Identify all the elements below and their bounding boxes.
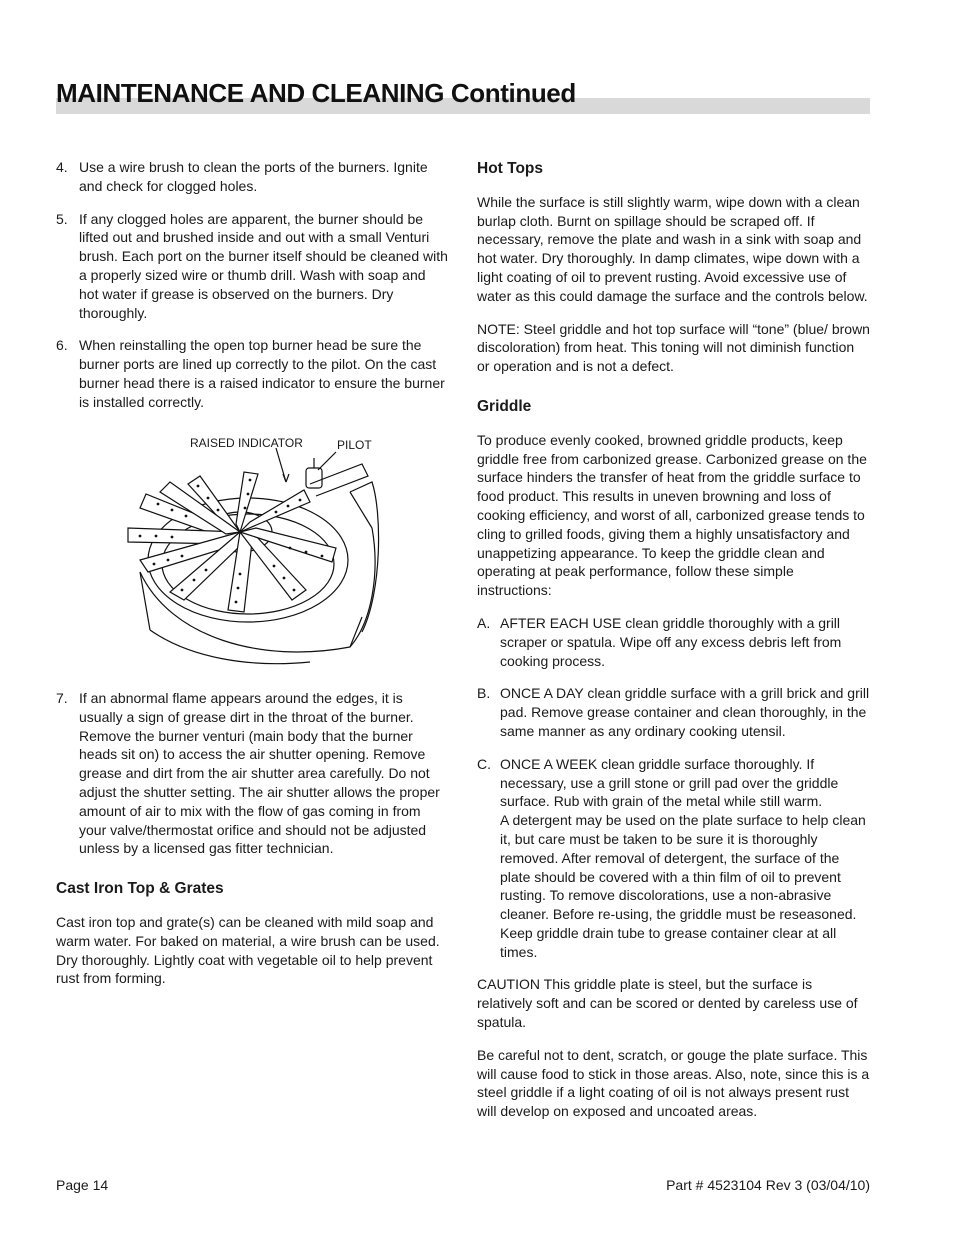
left-column [56, 158, 448, 412]
page-title: MAINTENANCE AND CLEANING Continued [56, 78, 576, 108]
paragraph-griddle-intro: To produce evenly cooked, browned griddle products, keep griddle free from carbonized grease. Carbonized grease on the surface hinders the transfer of heat from the griddle surface to food product. This results in uneven browning and loss of cooking efficiency, and worst of all, carbonized grease tends to cling to grilled foods, giving them a highly unsatisfactory and unappetizing appearance. To keep the griddle clean and operating at peak performance, follow these simple instructions: [477, 431, 867, 599]
item-text: ONCE A DAY clean griddle surface with a grill brick and grill pad. Remove grease container and clean thoroughly, in the same manner as any ordinary cooking utensil. [500, 685, 870, 739]
label-raised-indicator: RAISED INDICATOR [190, 436, 303, 450]
list-item-5 [56, 210, 448, 323]
right-column [477, 160, 870, 1121]
paragraph-hot-tops: While the surface is still slightly warm, wipe down with a clean burlap cloth. Burnt on spillage should be scraped off. If necessary, remove the plate and wash in a sink with soap and hot water. Dry thoroughly. In damp climates, wipe down with a light coating of oil to prevent rusting. Avoid excessive use of water as this could damage the surface and the controls below. [477, 193, 868, 304]
list-item-7 [56, 689, 448, 858]
paragraph-caution: CAUTION This griddle plate is steel, but the surface is relatively soft and can be scored or dented by careless use of spatula. [477, 976, 858, 1031]
item-text-continued: A detergent may be used on the plate surface to help clean it, but care must be taken to be sure it is thoroughly removed. After removal of detergent, the surface of the plate should be covered with a thin film of oil to prevent rusting. To remove discolorations, use a non-abrasive cleaner. Before re-using, the griddle must be reseasoned. Keep griddle drain tube to grease container clear at all times. [500, 812, 866, 960]
item-text: Use a wire brush to clean the ports of the burners. Ignite and check for clogged holes. [79, 159, 428, 194]
paragraph-final: Be careful not to dent, scratch, or gouge the plate surface. This will cause food to stick in those areas. Also, note, since this is a steel griddle if a light coating of oil is not always present rust will develop on exposed and uncoated areas. [477, 1046, 870, 1120]
list-item-a [477, 614, 870, 670]
heading-hot-tops: Hot Tops [477, 160, 544, 177]
list-item-4 [56, 158, 448, 196]
burner-illustration [110, 432, 390, 670]
paragraph-note: NOTE: Steel griddle and hot top surface will “tone” (blue/ brown discoloration) from heat. This toning will not diminish function or operation and is not a defect. [477, 320, 870, 375]
item-text: ONCE A WEEK clean griddle surface thoroughly. If necessary, use a grill stone or grill pad over the griddle surface. Rub with grain of the metal while still warm. [500, 755, 839, 810]
burner-figure [110, 432, 390, 670]
item-number: 5. [56, 210, 68, 227]
part-number: Part # 4523104 Rev 3 (03/04/10) [666, 1177, 870, 1193]
item-letter: B. [477, 685, 491, 702]
left-column-lower [56, 689, 448, 988]
item-number: 4. [56, 159, 68, 175]
list-item-6 [56, 336, 448, 411]
paragraph-cast-iron: Cast iron top and grate(s) can be cleaned with mild soap and warm water. For baked on material, a wire brush can be used. Dry thoroughly. Lightly coat with vegetable oil to help prevent rust from forming. [56, 913, 440, 987]
item-letter: C. [477, 755, 491, 772]
heading-cast-iron: Cast Iron Top & Grates [56, 880, 224, 898]
page-number: Page 14 [56, 1177, 109, 1193]
item-number: 7. [56, 690, 68, 706]
item-text: If an abnormal flame appears around the edges, it is usually a sign of grease dirt in the throat of the burner. Remove the burner venturi (main body that the burner heads sit on) to access the air shutter opening. Remove grease and dirt from the air shutter area carefully. Do not adjust the shutter setting. The air shutter allows the proper amount of air to mix with the flow of gas coming in from your valve/thermostat orifice and should not be adjusted unless by a licensed gas fitter technician. [79, 690, 440, 857]
list-item-c [477, 755, 870, 962]
item-text: AFTER EACH USE clean griddle thoroughly with a grill scraper or spatula. Wipe off any excess debris left from cooking process. [500, 614, 842, 669]
item-text: When reinstalling the open top burner head be sure the burner ports are lined up correctly to the pilot. On the cast burner head there is a raised indicator to ensure the burner is installed correctly. [79, 337, 445, 410]
item-number: 6. [56, 337, 68, 354]
heading-griddle: Griddle [477, 397, 532, 415]
item-text: If any clogged holes are apparent, the burner should be lifted out and brushed inside and out with a small Venturi brush. Each port on the burner itself should be cleaned with a properly sized wire or thumb drill. Wash with soap and hot water if grease is observed on the burners. Dry thoroughly. [79, 210, 448, 321]
list-item-b [477, 684, 870, 740]
item-letter: A. [477, 614, 491, 631]
label-pilot: PILOT [337, 438, 372, 452]
